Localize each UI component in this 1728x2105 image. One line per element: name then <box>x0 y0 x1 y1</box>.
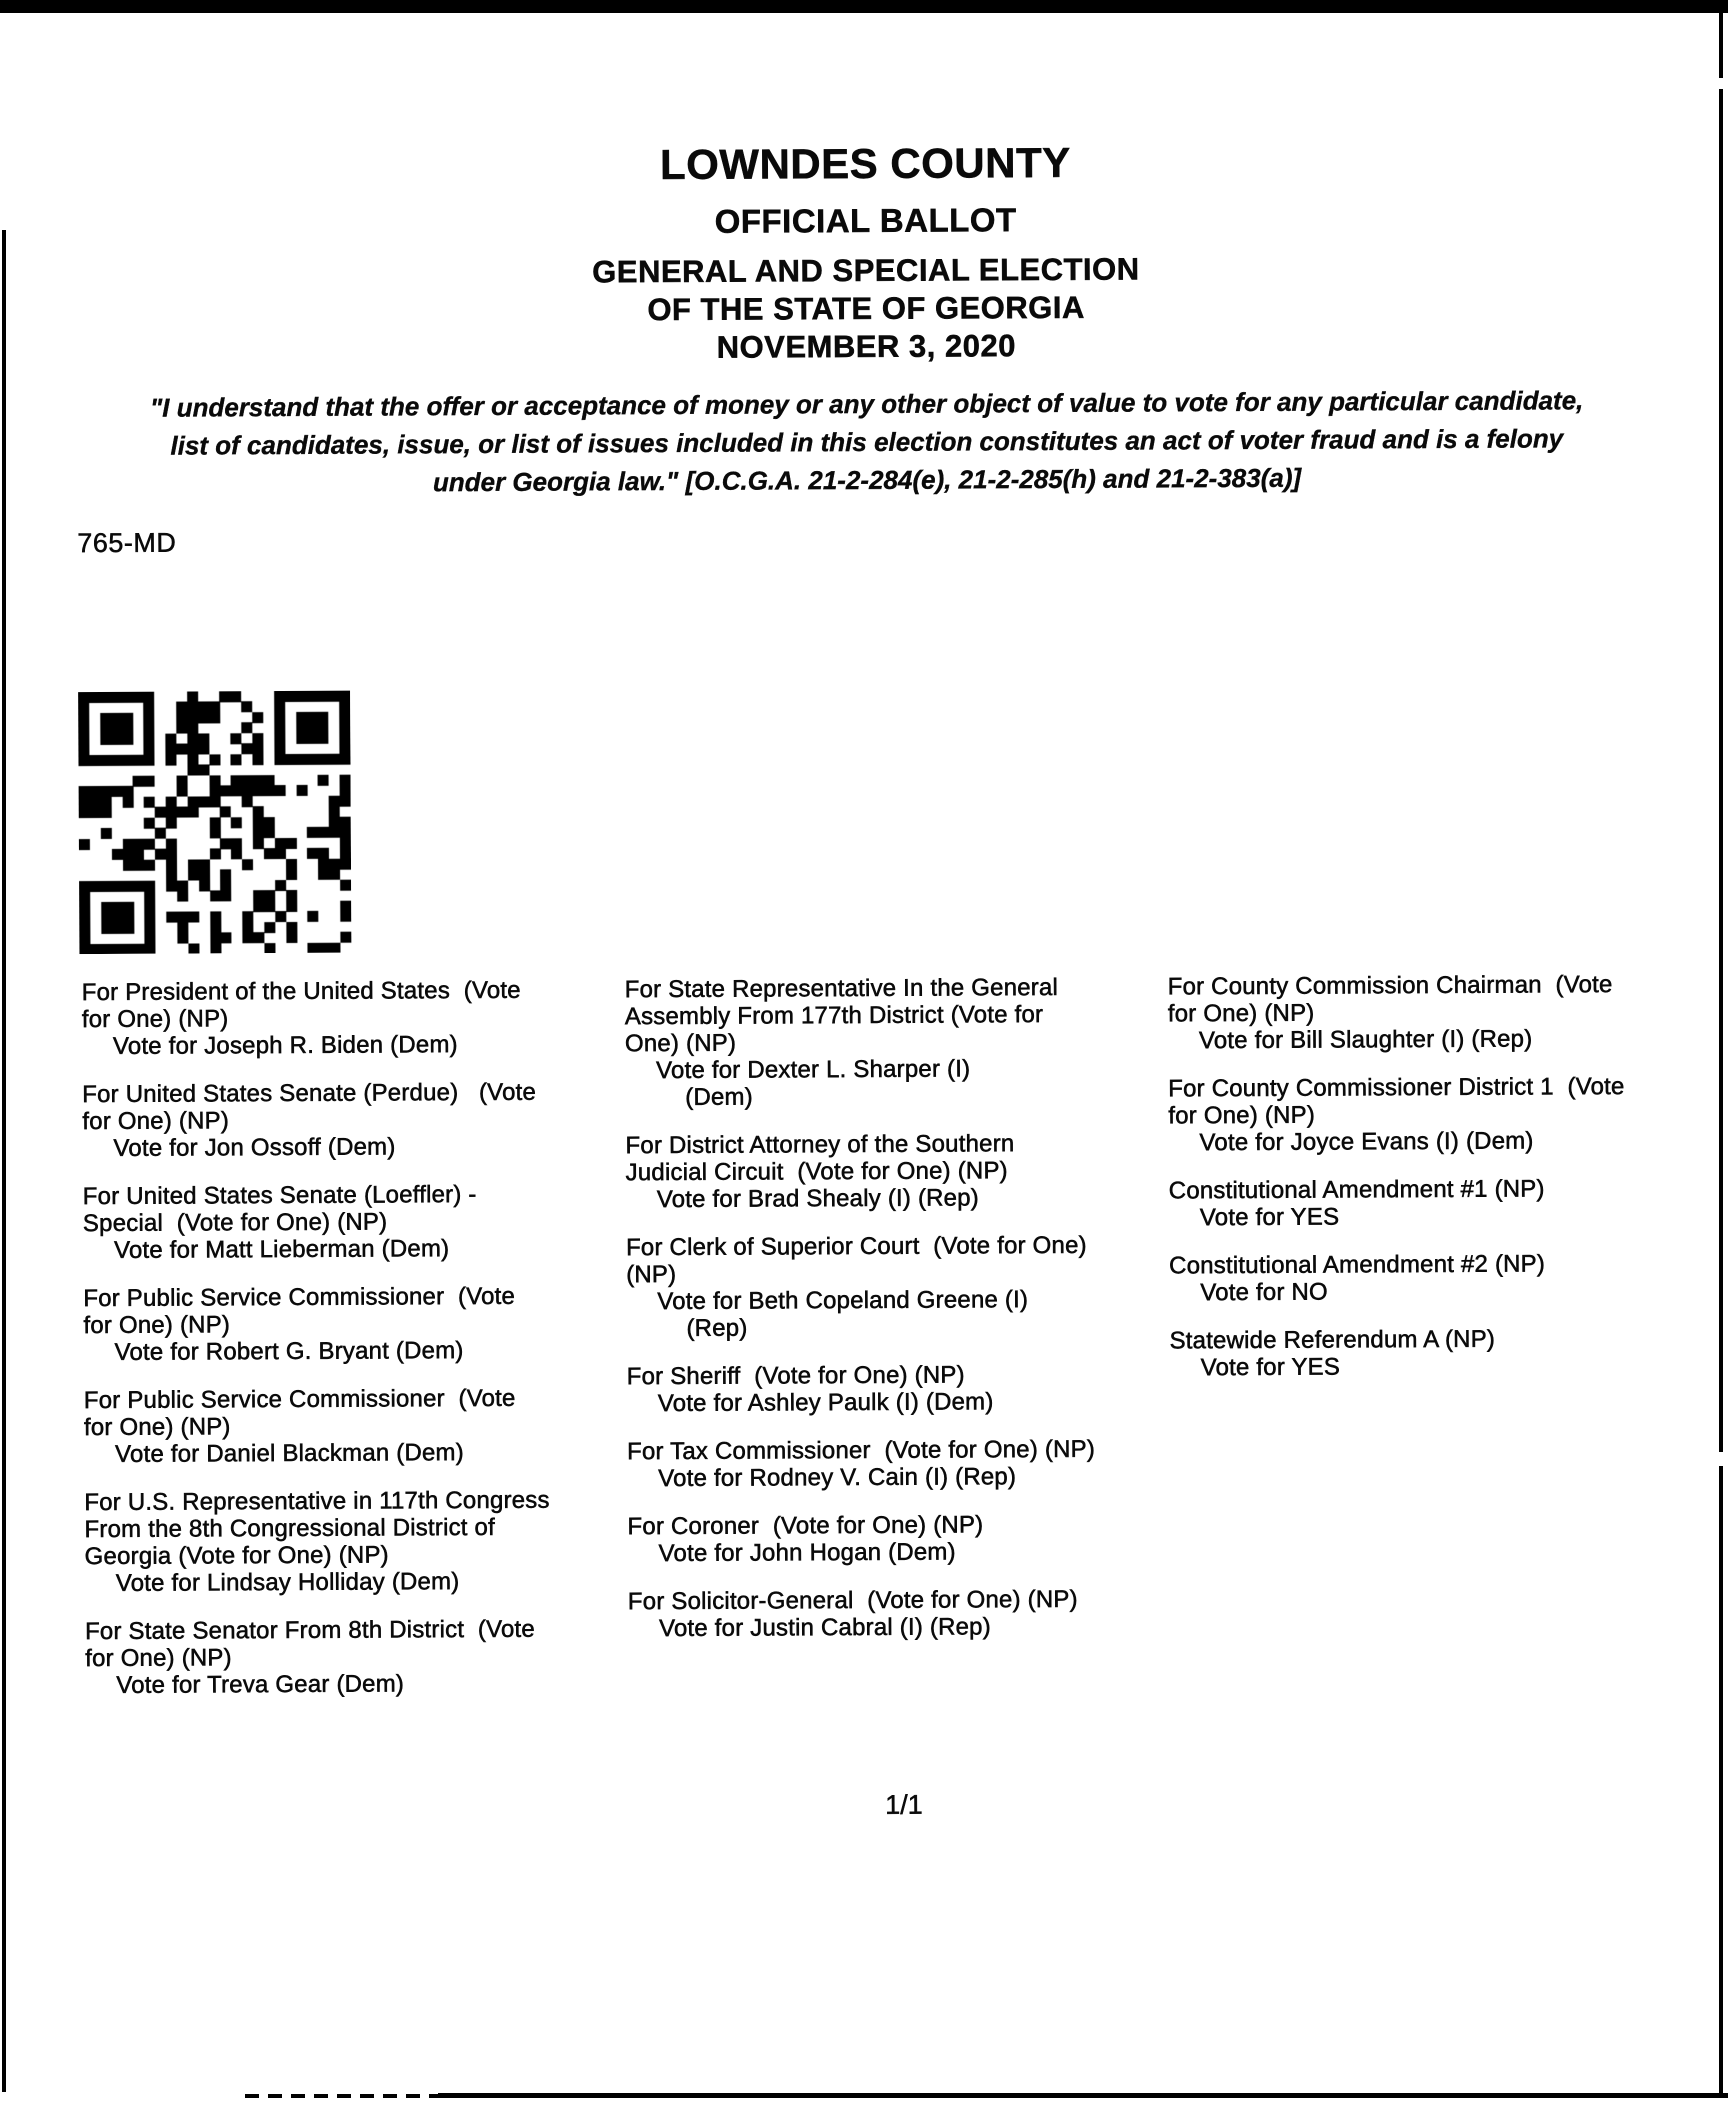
ballot-type-title: OFFICIAL BALLOT <box>714 201 1017 240</box>
ballot-column <box>1168 971 1718 1403</box>
contest-vote-line: Vote for YES <box>1199 1203 1340 1232</box>
contest-vote-line: Vote for Matt Lieberman (Dem) <box>113 1235 450 1264</box>
contest-title-line: From the 8th Congressional District of <box>84 1513 495 1544</box>
contest <box>82 1078 630 1162</box>
county-title: LOWNDES COUNTY <box>659 138 1071 189</box>
contest-vote-line: Vote for Bill Slaughter (I) (Rep) <box>1198 1025 1533 1055</box>
contest-title-line: Special (Vote for One) (NP) <box>82 1208 388 1238</box>
election-title-line: OF THE STATE OF GEORGIA <box>647 289 1085 328</box>
contest <box>1169 1175 1717 1232</box>
contest-title-line: for One) (NP) <box>82 1107 230 1136</box>
disclaimer-line: list of candidates, issue, or list of issues included in this election constitutes an act of voter fraud and is a felony <box>170 423 1564 461</box>
contest-vote-line: Vote for Joseph R. Biden (Dem) <box>112 1031 458 1060</box>
contest-title-line: One) (NP) <box>624 1029 737 1058</box>
contest-title-line: Constitutional Amendment #2 (NP) <box>1169 1250 1546 1280</box>
contest-title-line: For Tax Commissioner (Vote for One) (NP) <box>627 1435 1096 1466</box>
contest-vote-line: Vote for Rodney V. Cain (I) (Rep) <box>658 1463 1017 1493</box>
contest <box>84 1486 633 1597</box>
contest <box>85 1615 633 1699</box>
contest-vote-line: Vote for Daniel Blackman (Dem) <box>115 1439 464 1468</box>
contest <box>626 1231 1175 1342</box>
page-number: 1/1 <box>885 1789 923 1820</box>
ballot-column <box>82 976 634 1720</box>
contest <box>627 1435 1175 1492</box>
contest-title-line: For County Commission Chairman (Vote <box>1167 971 1613 1001</box>
contest-title-line: For Public Service Commissioner (Vote <box>83 1282 516 1313</box>
contest-vote-line: Vote for Dexter L. Sharper (I) <box>656 1055 971 1085</box>
election-title <box>0 247 1728 370</box>
contest-vote-line: Vote for John Hogan (Dem) <box>658 1538 956 1568</box>
contest-vote-line: Vote for Jon Ossoff (Dem) <box>113 1133 396 1162</box>
contest <box>625 973 1174 1111</box>
contest-title-line: Georgia (Vote for One) (NP) <box>84 1541 389 1571</box>
contest-vote-line: Vote for YES <box>1200 1353 1341 1382</box>
contest <box>628 1585 1176 1642</box>
contest <box>1168 971 1716 1055</box>
contest-title-line: For County Commissioner District 1 (Vote <box>1168 1073 1625 1103</box>
election-title-line: NOVEMBER 3, 2020 <box>716 328 1016 365</box>
contest <box>627 1360 1175 1417</box>
contest-title-line: For State Senator From 8th District (Vote <box>84 1615 536 1646</box>
contest-title-line: for One) (NP) <box>85 1644 232 1673</box>
contest-vote-line: Vote for Lindsay Holliday (Dem) <box>115 1568 460 1597</box>
contest-title-line: For State Representative In the General <box>624 973 1059 1004</box>
contest <box>625 1129 1173 1213</box>
contest-title-line: For United States Senate (Perdue) (Vote <box>82 1078 537 1109</box>
disclaimer-line: "I understand that the offer or acceptance of money or any other object of value to vote for any particular candidate, <box>149 385 1584 423</box>
contest-vote-line: Vote for NO <box>1200 1278 1328 1307</box>
contest-title-line: Judicial Circuit (Vote for One) (NP) <box>625 1157 1008 1187</box>
contest-title-line: for One) (NP) <box>83 1413 231 1442</box>
contest-title-line: Constitutional Amendment #1 (NP) <box>1168 1175 1545 1205</box>
contest <box>627 1510 1175 1567</box>
contest <box>1169 1250 1717 1307</box>
contest-vote-line: Vote for Robert G. Bryant (Dem) <box>114 1337 464 1366</box>
voter-fraud-disclaimer <box>0 380 1728 503</box>
contest-vote-line: Vote for Brad Shealy (I) (Rep) <box>656 1184 979 1214</box>
ballot-column <box>625 973 1177 1663</box>
ballot-style-code: 765-MD <box>77 527 177 559</box>
election-title-line: GENERAL AND SPECIAL ELECTION <box>592 251 1140 290</box>
contest-vote-line: (Rep) <box>686 1314 748 1342</box>
contest-title-line: For Public Service Commissioner (Vote <box>83 1384 516 1415</box>
contest-vote-line: Vote for Beth Copeland Greene (I) <box>657 1286 1029 1316</box>
contest-title-line: for One) (NP) <box>83 1311 231 1340</box>
contest-title-line: For Coroner (Vote for One) (NP) <box>627 1511 984 1541</box>
qr-code <box>78 691 351 954</box>
contest-title-line: For U.S. Representative in 117th Congress <box>84 1486 550 1517</box>
contest-vote-line: Vote for Justin Cabral (I) (Rep) <box>658 1613 991 1643</box>
contest-title-line: Assembly From 177th District (Vote for <box>624 1001 1044 1031</box>
contest-title-line: For United States Senate (Loeffler) - <box>82 1181 477 1211</box>
contest-title-line: for One) (NP) <box>1167 999 1315 1028</box>
contest <box>1168 1073 1716 1157</box>
contest-title-line: (NP) <box>626 1260 677 1289</box>
contest <box>82 976 630 1060</box>
contest <box>84 1384 632 1468</box>
contest-title-line: for One) (NP) <box>81 1005 229 1034</box>
contest-title-line: for One) (NP) <box>1168 1101 1316 1130</box>
contest-vote-line: Vote for Joyce Evans (I) (Dem) <box>1199 1127 1534 1157</box>
contest-title-line: For District Attorney of the Southern <box>625 1130 1015 1160</box>
contest <box>83 1282 631 1366</box>
contest <box>1169 1325 1717 1382</box>
contest-vote-line: (Dem) <box>685 1083 753 1111</box>
contest-title-line: For President of the United States (Vote <box>81 976 521 1007</box>
contest-title-line: Statewide Referendum A (NP) <box>1169 1325 1496 1355</box>
contest-title-line: For Solicitor-General (Vote for One) (NP) <box>627 1585 1078 1616</box>
disclaimer-line: under Georgia law." [O.C.G.A. 21-2-284(e), 21-2-285(h) and 21-2-383(a)] <box>432 462 1302 498</box>
contest-vote-line: Vote for Ashley Paulk (I) (Dem) <box>657 1388 994 1418</box>
contest <box>83 1180 631 1264</box>
contest-vote-line: Vote for Treva Gear (Dem) <box>116 1670 405 1699</box>
contest-title-line: For Clerk of Superior Court (Vote for One) <box>625 1231 1087 1262</box>
contest-title-line: For Sheriff (Vote for One) (NP) <box>626 1361 965 1391</box>
